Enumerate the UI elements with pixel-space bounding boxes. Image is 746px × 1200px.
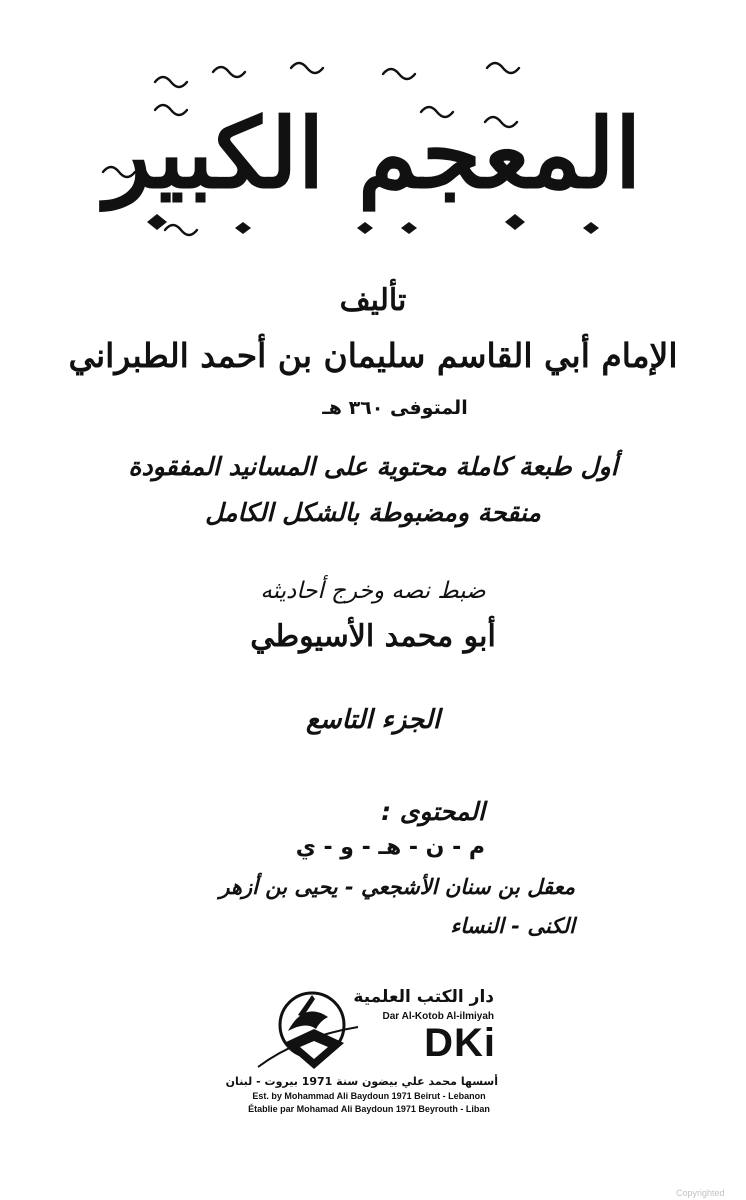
- title-calligraphy: [95, 60, 651, 260]
- publisher-emblem-icon: [254, 985, 364, 1075]
- contents-label: المحتوى :: [381, 797, 485, 826]
- author-name: الإمام أبي القاسم سليمان بن أحمد الطبراني: [68, 336, 678, 375]
- volume-label: الجزء التاسع: [305, 705, 441, 735]
- founded-note-french: Établie par Mohamad Ali Baydoun 1971 Beyrouth - Liban: [248, 1104, 490, 1114]
- editor-name: أبو محمد الأسيوطي: [250, 619, 496, 654]
- book-title: المعجم الكبير: [104, 97, 642, 210]
- publisher-name-arabic: دار الكتب العلمية: [353, 987, 494, 1007]
- contents-letters: م - ن - هـ - و - ي: [295, 835, 485, 860]
- publisher-logo-text: DKi: [424, 1021, 496, 1065]
- copyright-watermark: Copyrighted: [676, 1188, 725, 1198]
- founded-note-arabic: أسسها محمد علي بيضون سنة 1971 بيروت - لبنان: [225, 1075, 498, 1088]
- edition-description-line2: منقحة ومضبوطة بالشكل الكامل: [205, 498, 541, 527]
- publisher-imprint: [225, 985, 500, 1120]
- contents-sections: الكنى - النساء: [450, 914, 575, 938]
- founded-note-english: Est. by Mohammad Ali Baydoun 1971 Beirut - Lebanon: [252, 1091, 486, 1101]
- contents-range: معقل بن سنان الأشجعي - يحيى بن أزهر: [219, 875, 575, 899]
- editor-credit: ضبط نصه وخرج أحاديثه: [260, 578, 486, 604]
- edition-description-line1: أول طبعة كاملة محتوية على المسانيد المفقودة: [128, 452, 618, 481]
- authored-by-label: تأليف: [339, 283, 407, 318]
- publisher-name-english: Dar Al-Kotob Al-ilmiyah: [382, 1011, 494, 1022]
- author-death-date: المتوفى ٣٦٠ هـ: [322, 397, 468, 419]
